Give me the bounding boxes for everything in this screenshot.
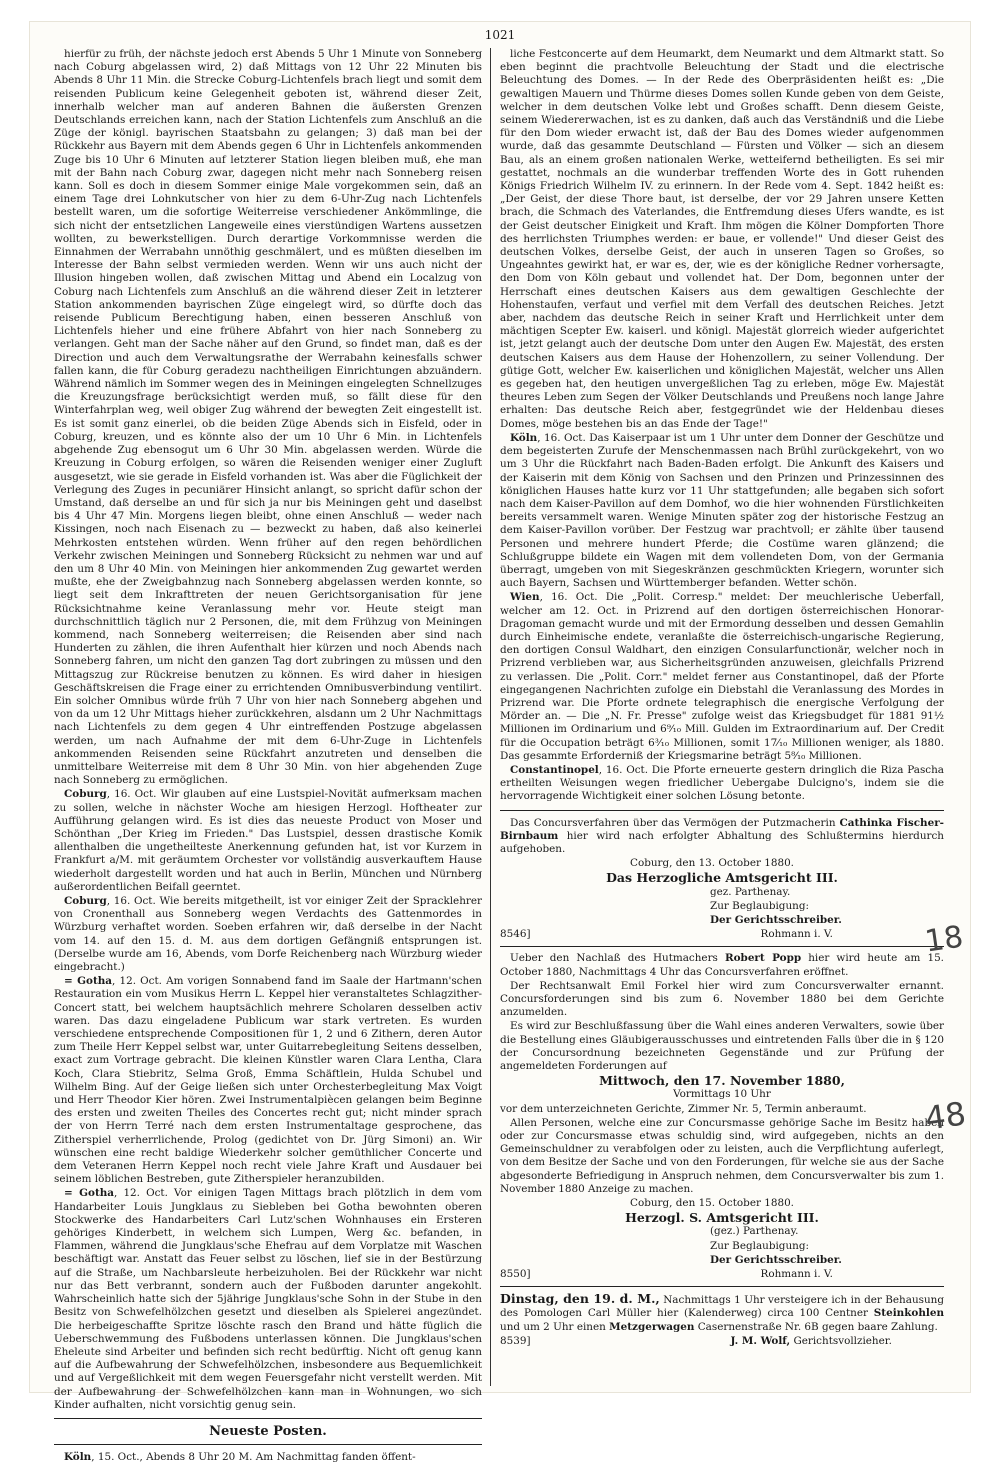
notice-name: Cathinka Fischer-Birnbaum: [500, 816, 944, 842]
dateline: Coburg: [64, 895, 107, 907]
notice-auction: Dinstag, den 19. d. M., Nachmittags 1 Uhr versteigere ich in der Behausung des Pomologen Carl Müller hier (Kalenderweg) circa 100 Centner Steinkohlen und um 2 Uhr einen Metzgerwagen Casernenstraße Nr. 6B gegen baare Zahlung. 8539] J. M. Wolf, Gerichtsvollzieher.: [500, 1291, 945, 1347]
section-rule: [54, 1444, 482, 1445]
pencil-mark: 18: [922, 919, 966, 960]
article-gotha-concert: = Gotha, 12. Oct. Am vorigen Sonnabend fand im Saale der Hartmann'schen Restauration ein vom Musikus Herrn L. Keppel hier veranstaltetes Schlagzither-Concert statt, bei welchem hauptsächlich mehrere Scholaren desselben activ waren. Das dazu eingeladene Publicum war stark vertreten. Es wurden verschiedene entsprechende Compositionen für 1, 2 und 6 Zithern, deren Autor zum Theile Herr Keppel selbst war, unter Guitarrebegleitung Seitens desselben, exact zum Vortrage gebracht. Die kleinen Künstler waren Clara Lentha, Clara Koch, Clara Stiebritz, Selma Groß, Emma Schäftlein, Hulda Schubel und Wilhelm Bing. Auf der Geige ließen sich unter Orchesterbegleitung Max Voigt und Herr Theodor Kier hören. Zwei Instrumentalpiècen gelangen beim Beginne des ersten und zweiten Theiles des Concertes recht gut; nicht minder sprach der von Herrn Terré nach dem ersten Instrumentaltage gesprochene, das Zitherspiel verherrlichende, Prolog (gedichtet von Dr. Jürg Simoni) an. Wir wünschen eine recht baldige Wiederkehr solcher gemüthlicher Concerte und dem Veteranen Herrn Keppel noch recht viele Jahre Kraft und Ausdauer bei seinem löblichen Bestreben, gute Zitherspieler heranzubilden.: [54, 975, 482, 1186]
notice-rule: [500, 1286, 944, 1287]
article-train-schedule: hierfür zu früh, der nächste jedoch erst Abends 5 Uhr 1 Minute von Sonneberg nach Coburg abgelassen wird, 2) daß Mittags von 12 Uhr 22 Minuten bis Abends 8 Uhr 11 Min. die Strecke Coburg-Lichtenfels brach liegt und somit dem reisenden Publicum keine Gelegenheit geboten ist, während dieser Zeit, innerhalb welcher man auf anderen Bahnen die äußersten Grenzen Deutschlands erreichen kann, nach der Station Lichtenfels zum Anschluß an die Züge der königl. bayrischen Staatsbahn zu gelangen; 3) daß man bei der Rückkehr aus Bayern mit dem Abends gegen 6 Uhr in Lichtenfels ankommenden Zuge bis 10 Uhr 6 Minuten auf letzterer Station liegen bleiben muß, ehe man mit der Bahn nach Coburg zwar, dagegen nicht mehr nach Sonneberg reisen kann. Soll es doch in diesem Sommer einige Male vorgekommen sein, daß an einem Tage drei Lohnkutscher von hier zu dem 6-Uhr-Zug nach Lichtenfels bestellt waren, um die sofortige Weiterreise verschiedener Ankömmlinge, die sich nicht der entsetzlichen Langeweile eines vierstündigen Wartens aussetzen wollten, zu bewerkstelligen. Durch derartige Vorkommnisse werden die Einnahmen der Werrabahn unnöthig geschmälert, und es müßten dieselben im Interesse der Bahn selbst vermieden werden. Wenn wir uns auch nicht der Illusion hingeben wollen, daß zwischen Mittag und Abend ein Localzug von Coburg nach Lichtenfels zum Anschluß an die während dieser Zeit in letzterer Station ankommenden bayrischen Züge eingelegt wird, so dürfte doch das reisende Publicum Berechtigung haben, einen besseren Anschluß von Lichtenfels hieher und eine frühere Abfahrt von hier nach Sonneberg zu verlangen. Geht man der Sache näher auf den Grund, so findet man, daß es der Direction und auch dem Verwaltungsrathe der Werrabahn keinesfalls schwer fallen kann, die für Coburg geradezu nachtheiligen Einrichtungen abzuändern. Während nämlich im Sommer wegen des in Meiningen eingelegten Schnellzuges die Kreuzungsfrage berücksichtigt werden muß, so fällt diese für den Winterfahrplan weg, weil obiger Zug während der bewegten Zeit eingestellt ist. Es ist somit ganz einerlei, ob die beiden Züge Abends sich in Eisfeld, oder in Coburg, kreuzen, und es könnte also der um 10 Uhr 6 Min. in Lichtenfels abgehende Zug ebensogut um 6 Uhr 30 Min. abgelassen werden. Würde die Kreuzung in Coburg erfolgen, so wären die Reisenden weniger einer Zugluft ausgesetzt, wie sie gerade in Eisfeld vorhanden ist. Was aber die Füglichkeit der Verlegung des Zuges in pecuniärer Hinsicht anlangt, so spricht dafür schon der Umstand, daß derselbe an und für sich ja nur bis Meiningen geht und daselbst bis 4 Uhr 47 Min. Morgens liegen bleibt, ohne einen Anschluß — weder nach Kissingen, noch nach Eisenach zu — bezweckt zu haben, daß also keinerlei Mehrkosten entstehen würden. Wenn früher auf den regen behördlichen Verkehr zwischen Meiningen und Sonneberg Rücksicht zu nehmen war und auf den um 8 Uhr 40 Min. von Meiningen hier ankommenden Zug gewartet werden mußte, ehe der Zweigbahnzug nach Sonneberg abgelassen werden konnte, so liegt seit dem Inkrafttreten der neuen Gerichtsorganisation für jene Rücksichtnahme keine Veranlassung mehr vor. Heute steigt man durchschnittlich täglich nur 2 Personen, die, mit dem Frühzug von Meiningen kommend, nach Sonneberg weiterreisen; die Reisenden aber sind nach Hunderten zu zählen, die ihren Aufenthalt hier kürzen und noch Abends nach Sonneberg fahren, um nicht den ganzen Tag dort zubringen zu müssen und den Mittagszug zur Rückreise benutzen zu können. Es wird daher in hiesigen Geschäftskreisen die Frage einer zu errichtenden Omnibusverbindung ventilirt. Ein solcher Omnibus würde früh 7 Uhr von hier nach Sonneberg abgehen und von da um 12 Uhr Mittags hieher zurückkehren, alsdann um 2 Uhr Nachmittags nach Lichtenfels zu dem gegen 4 Uhr eintreffenden Postzuge abgelassen werden, um nach Aufnahme der mit dem 6-Uhr-Zuge in Lichtenfels ankommenden Reisenden seine Rückfahrt anzutreten und denselben die unmittelbare Weiterreise mit dem 8 Uhr 30 Min. von hier abgehenden Zuge nach Sonneberg zu ermöglichen.: [54, 48, 482, 787]
article-gotha-fire: = Gotha, 12. Oct. Vor einigen Tagen Mittags brach plötzlich in dem vom Handarbeiter Louis Jungklaus zu Siebleben bei Gotha bewohnten oberen Stockwerke des Handarbeiters Carl Lutz'schen Wohnhauses ein Ersteren gehöriges Kinderbett, in welchem sich Lumpen, Werg &c. befanden, in Flammen, während die Jungklaus'sche Ehefrau auf dem Vorplatze mit Waschen beschäftigt war. Anstatt das Feuer selbst zu löschen, lief sie in der Bestürzung auf die Straße, um Nachbarsleute herbeizuholen. Bei der Rückkehr war nicht nur das Bett verbrannt, sondern auch der Fußboden darunter angekohlt. Wahrscheinlich hatte sich der 5jährige Jungklaus'sche Sohn in der Stube in den Besitz von Schwefelhölzchen gesetzt und dieselben als Spielerei angezündet. Die herbeigeschaffte Spritze löschte rasch den Brand und hätte füglich die Ueberschwemmung des Fußbodens unterlassen können. Die Jungklaus'schen Eheleute sind Arbeiter und befinden sich recht bedürftig. Nicht oft genug kann auf die Aufbewahrung der Schwefelhölzchen, insbesondere aus Bequemlichkeit und auf Vergeßlichkeit mit dem wegen Feuersgefahr nicht verstellt werden. Mit der Aufbewahrung der Schwefelhölzchen kann man in Wohnungen, wo sich Kinder aufhalten, nicht vorsichtig genug sein.: [54, 1187, 482, 1411]
article-wien: Wien, 16. Oct. Die „Polit. Corresp." meldet: Der meuchlerische Ueberfall, welcher am 12. Oct. in Prizrend auf den dortigen österreichischen Honorar-Dragoman gemacht wurde und mit der Ermordung desselben und dessen Gemahlin durch Einheimische endete, veranlaßte die österreichisch-ungarische Regierung, den dortigen Consul Waldhart, den einzigen Consularfunctionär, welcher noch in Prizrend verblieben war, aus Sicherheitsgründen anzuweisen, gleichfalls Prizrend zu verlassen. Die „Polit. Corr." meldet ferner aus Constantinopel, daß der Pforte eingegangenen Nachrichten zufolge ein Diebstahl die Veranlassung des Mordes in Prizrend war. Die Pforte ordnete telegraphisch die energische Verfolgung der Mörder an. — Die „N. Fr. Presse" zufolge weist das Kriegsbudget für 1881 91½ Millionen im Ordinarium und 6⁹⁄₁₀ Mill. Gulden im Extraordinarium auf. Der Credit für die Occupation beträgt 6³⁄₁₀ Millionen, somit 17⁄₁₀ Millionen weniger, als 1880. Das gesammte Erforderniß der Kriegsmarine beträgt 5⁸⁄₁₀ Millionen.: [500, 591, 944, 762]
notice-robert-popp: Ueber den Nachlaß des Hutmachers Robert Popp hier wird heute am 15. October 1880, Nachmittags 4 Uhr das Concursverfahren eröffnet. Der Rechtsanwalt Emil Forkel hier wird zum Concursverwalter ernannt. Concursforderungen sind bis zum 6. November 1880 bei dem Gerichte anzumelden. Es wird zur Beschlußfassung über die Wahl eines anderen Verwalters, sowie über die Bestellung eines Gläubigerausschusses und eintretenden Falls über die in § 120 der Concursordnung bezeichneten Gegenstände und zur Prüfung der angemeldeten Forderungen auf Mittwoch, den 17. November 1880, Vormittags 10 Uhr vor dem unterzeichneten Gerichte, Zimmer Nr. 5, Termin anberaumt. Allen Personen, welche eine zur Concursmasse gehörige Sache im Besitz haben oder zur Concursmasse etwas schuldig sind, wird aufgegeben, nichts an den Gemeinschuldner zu verabfolgen oder zu leisten, auch die Verpflichtung auferlegt, von dem Besitze der Sache und von den Forderungen, für welche sie aus der Sache abgesonderte Befriedigung in Anspruch nehmen, dem Concursverwalter bis zum 1. November 1880 Anzeige zu machen. Coburg, den 15. October 1880. Herzogl. S. Amtsgericht III. (gez.) Parthenay. Zur Beglaubigung: Der Gerichtsschreiber. 8550] Rohmann i. V.: [500, 952, 944, 1281]
dateline: = Gotha: [64, 1187, 115, 1200]
bailiff-name: J. M. Wolf,: [730, 1334, 791, 1347]
notice-name: Robert Popp: [724, 952, 802, 965]
column-divider: [490, 48, 491, 1386]
section-rule: [54, 1418, 482, 1419]
notice-ref: 8539]: [500, 1334, 531, 1347]
dateline: Coburg: [64, 788, 107, 801]
article-koeln-cont: liche Festconcerte auf dem Heumarkt, dem Neumarkt und dem Altmarkt statt. So eben beginnt die prachtvolle Beleuchtung der Stadt und die electrische Beleuchtung des Domes. — In der Rede des Oberpräsidenten heißt es: „Die gewaltigen Mauern und Thürme dieses Domes sollen Kunde geben von dem Geiste, welcher in dem deutschen Volke lebt und Großes schafft. Denn diesem Geiste, seinem Wiedererwachen, ist es zu danken, daß auch das Verständniß und die Liebe für den Dom wieder erwacht ist, daß der Bau des Domes wieder aufgenommen wurde, daß das gesammte Deutschland — Fürsten und Völker — sich an diesem Bau, als an einem großen nationalen Werke, wetteifernd betheiligten. Es sei mir gestattet, nochmals an die wunderbar treffenden Worte des in Gott ruhenden Königs Friedrich Wilhelm IV. zu erinnern. In der Rede vom 4. Sept. 1842 heißt es: „Der Geist, der diese Thore baut, ist derselbe, der vor 29 Jahren unsere Ketten brach, die Schmach des Vaterlandes, die Entfremdung dieses Ufers wandte, es ist der Geist deutscher Einigkeit und Kraft. Ihm mögen die Kölner Dompforten Thore des herrlichsten Triumphes werden: er baue, er vollende!" Und dieser Geist des deutschen Volkes, derselbe Geist, der auch in unseren Tagen so Großes, so Ungeahntes gewirkt hat, er war es, der, wie es der königliche Redner vorhersagte, den Dom von Köln gebaut und vollendet hat. Der Dom, begonnen unter der Herrschaft eines deutschen Kaisers aus dem gewaltigen Geschlechte der Hohenstaufen, verfaut und verfiel mit dem Verfall des deutschen Reiches. Jetzt aber, nachdem das deutsche Reich in seiner Kraft und Herrlichkeit unter dem mächtigen Scepter Ew. kaiserl. und königl. Majestät glorreich wieder aufgerichtet ist, jetzt gelangt auch der deutsche Dom unter den Augen Ew. Majestät, des ersten deutschen Kaisers aus dem Hause der Hohenzollern, zu seiner Vollendung. Der gütige Gott, welcher Ew. kaiserlichen und königlichen Majestät, welcher uns Allen es gegeben hat, den heutigen unvergeßlichen Tag zu erleben, möge Ew. Majestät theures Leben zum Segen der Völker Deutschlands und Preußens noch lange Jahre erhalten: Das deutsche Reich aber, festgegründet wie der Heldenbau dieses Domes, möge bestehen bis an das Ende der Tage!": [500, 48, 944, 430]
auction-date: Dinstag, den 19. d. M.,: [500, 1291, 660, 1307]
court-name: Herzogl. S. Amtsgericht III.: [625, 1210, 819, 1226]
article-koeln-1: Köln, 15. Oct., Abends 8 Uhr 20 M. Am Nachmittag fanden öffent-: [64, 1451, 416, 1464]
notice-rule: [500, 946, 944, 947]
section-heading-neueste-posten: Neueste Posten.: [209, 1423, 327, 1439]
notice-ref: 8550]: [500, 1268, 531, 1281]
article-constantinopel: Constantinopel, 16. Oct. Die Pforte erneuerte gestern dringlich die Riza Pascha ertheilten Weisungen wegen friedlicher Uebergabe Dulcigno's, indem sie die hervorragende Wichtigkeit einer solchen Lösung betonte.: [500, 763, 944, 803]
court-name: Das Herzogliche Amtsgericht III.: [606, 870, 838, 886]
article-coburg-arrest: Coburg, 16. Oct. Wie bereits mitgetheilt, ist vor einiger Zeit der Spracklehrer von Cronenthall aus Sonneberg wegen Verdachts des Gattenmordes in Würzburg verhaftet worden. Soeben erfahren wir, daß derselbe in der Nacht vom 14. auf den 15. d. M. aus dem dortigen Gefängniß entsprungen ist. (Derselbe wurde am 16, Abends, vom Dorfe Reichenberg nach Würzburg wieder eingebracht.): [54, 895, 482, 974]
pencil-mark: 48: [922, 1094, 969, 1138]
notice-ref: 8546]: [500, 928, 531, 941]
right-column: [500, 48, 944, 1386]
article-koeln-2: Köln, 16. Oct. Das Kaiserpaar ist um 1 Uhr unter dem Donner der Geschütze und dem begeisterten Zurufe der Menschenmassen nach Brühl zurückgekehrt, von wo um 3 Uhr die Rückfahrt nach Baden-Baden erfolgt. Die Ankunft des Kaisers und der Kaiserin mit dem König von Sachsen und den Prinzen und Prinzessinnen des königlichen Hauses hatte kurz vor 11 Uhr stattgefunden; alle begaben sich sofort nach dem Kaiser-Pavillon auf dem Domhof, wo die hier wohnenden Fürstlichkeiten bereits versammelt waren. Wenige Minuten später zog der historische Festzug an dem Kaiser-Pavillon vorüber. Der Festzug war prachtvoll; er zählte über tausend Personen und mehrere hundert Pferde; die Costüme waren glänzend; die Schlußgruppe bildete ein Wagen mit dem vollendeten Dom, von der Germania überragt, umgeben von mit Siegeskränzen geschmückten Kriegern, worunter sich auch Bayern, Sachsen und Württemberger befanden. Wetter schön.: [500, 431, 944, 590]
left-column: [54, 48, 482, 1464]
dateline: Köln: [64, 1451, 92, 1464]
dateline: Wien: [510, 591, 540, 604]
dateline: Constantinopel: [510, 763, 599, 776]
page-number: 1021: [484, 28, 516, 42]
hearing-date: Mittwoch, den 17. November 1880,: [599, 1073, 845, 1089]
notice-fischer-birnbaum: Das Concursverfahren über das Vermögen der Putzmacherin Cathinka Fischer-Birnbaum hier wird nach erfolgter Abhaltung des Schlußtermins hierdurch aufgehoben. Coburg, den 13. October 1880. Das Herzogliche Amtsgericht III. gez. Parthenay. Zur Beglaubigung: Der Gerichtsschreiber. 8546] Rohmann i. V.: [500, 816, 944, 941]
dateline: = Gotha: [64, 975, 113, 988]
newspaper-page: [30, 22, 970, 1464]
notice-rule: [500, 810, 944, 811]
article-coburg-theatre: Coburg, 16. Oct. Wir glauben auf eine Lustspiel-Novität aufmerksam machen zu sollen, welche in nächster Woche am hiesigen Herzogl. Hoftheater zur Aufführung gelangen wird. Es ist dies das neueste Product von Moser und Schönthan „Der Krieg im Frieden." Das Lustspiel, dessen drastische Komik allenthalben die ungetheilteste Anerkennung gefunden hat, ist vor Kurzem in Frankfurt a/M. mit geräumtem Orchester vor vollständig ausverkauftem Hause wiederholt dargestellt worden und hat auch in Berlin, München und Nürnberg außerordentlichen Beifall geerntet.: [54, 788, 482, 893]
dateline: Köln: [510, 431, 538, 444]
